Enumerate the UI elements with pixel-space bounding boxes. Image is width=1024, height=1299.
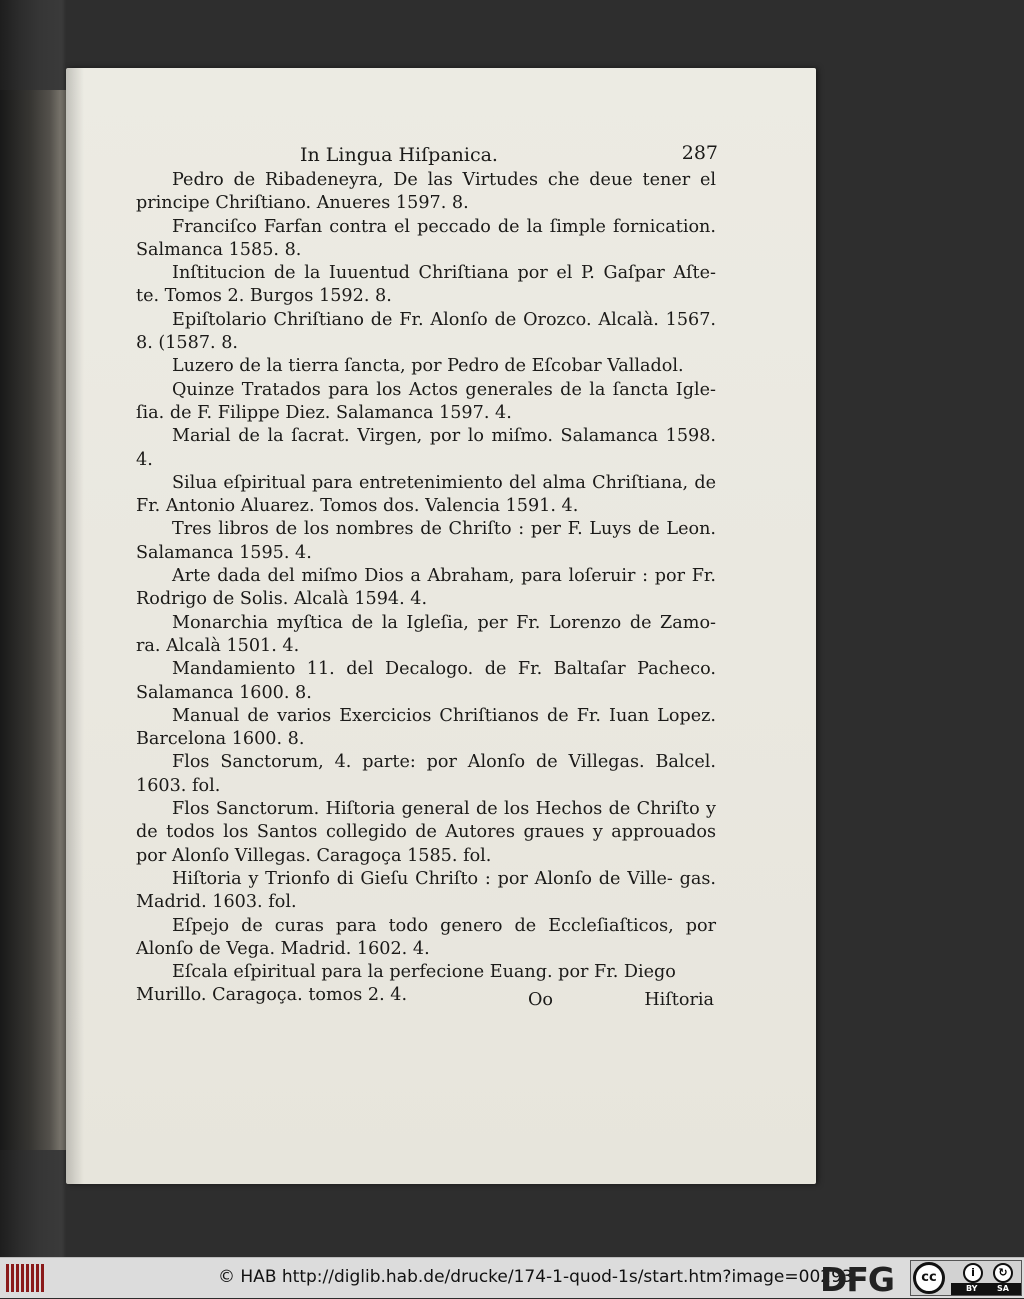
bibliography-entry: Silua eſpiritual para entretenimiento del alma Chriſtiana, de Fr. Antonio Aluarez. Tomos dos. Valencia 1591. 4.: [136, 472, 716, 517]
bibliography-entry: Mandamiento 11. del Decalogo. de Fr. Baltaſar Pacheco. Salamanca 1600. 8.: [136, 659, 716, 703]
credit-link[interactable]: © HAB http://diglib.hab.de/drucke/174-1-quod-1s/start.htm?image=00293: [218, 1267, 853, 1287]
cc-by-sa-badge[interactable]: [910, 1260, 1022, 1296]
adjacent-page-edge: [0, 90, 66, 1150]
page-header: [136, 144, 716, 169]
bibliography-entry: Monarchia myſtica de la Igleſia, per Fr. Lorenzo de Zamo- ra. Alcalà 1501. 4.: [136, 612, 716, 656]
page-text: [136, 142, 718, 1011]
bibliography-entry: Pedro de Ribadeneyra, De las Virtudes che deue tener el principe Chriſtiano. Anueres 1597. 8.: [136, 170, 716, 214]
license-sa-label: SA: [997, 1284, 1009, 1293]
page-number: 287: [681, 142, 718, 164]
hab-logo-icon: [6, 1264, 46, 1292]
book-page: [66, 68, 816, 1184]
bibliography-entry: Epiſtolario Chriſtiano de Fr. Alonſo de Orozco. Alcalà. 1567. 8. (1587. 8.: [136, 309, 716, 354]
dfg-logo: DFG: [820, 1260, 895, 1299]
bibliography-entry: Eſpejo de curas para todo genero de Eccleſiaſticos, por Alonſo de Vega. Madrid. 1602. 4.: [136, 915, 716, 959]
share-alike-icon: ↻: [993, 1263, 1013, 1283]
attribution-icon: i: [963, 1263, 983, 1283]
bibliography-entry: Arte dada del miſmo Dios a Abraham, para loſeruir : por Fr. Rodrigo de Solis. Alcalà 1594. 4.: [136, 566, 716, 610]
bibliography-entry: Flos Sanctorum, 4. parte: por Alonſo de Villegas. Balcel. 1603. fol.: [136, 752, 716, 796]
bibliography-entry: Manual de varios Exercicios Chriſtianos de Fr. Iuan Lopez. Barcelona 1600. 8.: [136, 705, 716, 750]
bibliography-entry: Flos Sanctorum. Hiſtoria general de los Hechos de Chriſto y de todos los Santos collegido de Autores graues y approuados por Alonſo Villegas. Caragoça 1585. fol.: [136, 799, 716, 866]
bibliography-entry: Tres libros de los nombres de Chriſto : per F. Luys de Leon. Salamanca 1595. 4.: [136, 519, 716, 563]
signature-mark: Oo: [528, 990, 554, 1011]
bibliography-entry: Marial de la ſacrat. Virgen, por lo miſmo. Salamanca 1598. 4.: [136, 426, 716, 470]
page-gutter-shadow: [66, 68, 84, 1184]
bibliography-entry-last-continuation: Murillo. Caragoça. tomos 2. 4.: [136, 985, 408, 1006]
running-title: In Lingua Hiſpanica.: [300, 144, 498, 166]
bibliography-entry: Quinze Tratados para los Actos generales de la ſancta Igle- ſia. de F. Filippe Diez. Salamanca 1597. 4.: [136, 379, 716, 423]
license-by-label: BY: [966, 1284, 978, 1293]
bibliography-entry: Inſtitucion de la Iuuentud Chriſtiana por el P. Gaſpar Aſte- te. Tomos 2. Burgos 1592. 8.: [136, 263, 716, 307]
bibliography-entry: Luzero de la tierra ſancta, por Pedro de Eſcobar Valladol.: [172, 356, 684, 377]
license-label-band: [951, 1283, 1021, 1295]
bibliography-entry: Hiſtoria y Trionfo di Gieſu Chriſto : por Alonſo de Ville- gas. Madrid. 1603. fol.: [136, 868, 716, 913]
viewer-footer: [0, 1257, 1024, 1298]
bibliography-entry-last: Eſcala eſpiritual para la perfecione Euang. por Fr. Diego: [172, 962, 676, 983]
creative-commons-icon: cc: [913, 1262, 945, 1294]
catchword: Hiſtoria: [644, 990, 714, 1011]
page-foot: [136, 984, 716, 1011]
bibliography-entry: Franciſco Farfan contra el peccado de la ſimple fornication. Salmanca 1585. 8.: [136, 216, 716, 260]
